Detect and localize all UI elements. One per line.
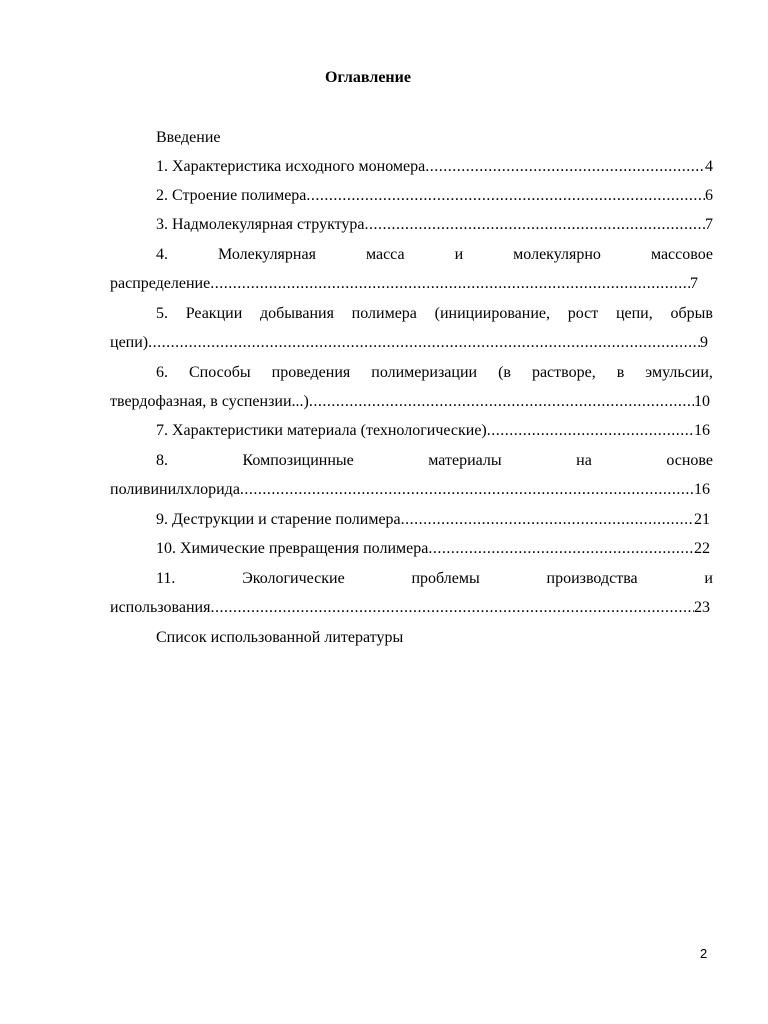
toc-item-1 (156, 157, 713, 177)
toc-word: 6. (156, 364, 168, 381)
toc-item-11-line2 (110, 598, 710, 618)
toc-word: 11. (156, 570, 176, 587)
toc-item-page: 9 (700, 334, 708, 351)
toc-word: основе (666, 452, 713, 469)
toc-item-text: поливинилхлорида (110, 481, 240, 498)
toc-word: цепи, (615, 305, 653, 322)
toc-leader (240, 480, 694, 500)
toc-word: в (616, 364, 625, 381)
toc-word: Композицинные (242, 452, 354, 469)
toc-item-9 (156, 510, 710, 530)
toc-word: Способы (189, 364, 251, 381)
toc-word: проблемы (411, 570, 480, 587)
toc-word: Молекулярная (218, 246, 316, 263)
toc-word: на (576, 452, 592, 469)
toc-word: Реакции (185, 305, 243, 322)
toc-item-4-line2 (110, 274, 698, 294)
toc-word: эмульсии, (645, 364, 713, 381)
toc-item-6-line1 (156, 363, 713, 383)
toc-item-page: 16 (694, 422, 710, 439)
toc-word: растворе, (531, 364, 596, 381)
toc-item-5-line1 (156, 304, 713, 324)
toc-leader (306, 186, 705, 206)
toc-item-page: 21 (694, 511, 710, 528)
toc-item-text: распределение (110, 275, 211, 292)
toc-item-text: 10. Химические превращения полимера (156, 540, 429, 557)
toc-item-page: 7 (690, 275, 698, 292)
toc-leader (148, 333, 700, 353)
toc-word: полимера (351, 305, 417, 322)
toc-outro: Список использованной литературы (156, 629, 404, 646)
toc-word: молекулярно (513, 246, 601, 263)
toc-leader (487, 421, 694, 441)
toc-word: и (704, 570, 713, 587)
toc-title: Оглавление (325, 69, 411, 86)
toc-leader (365, 215, 705, 235)
toc-item-4-line1 (156, 245, 713, 265)
toc-item-2 (156, 186, 713, 206)
toc-word: полимеризации (371, 364, 478, 381)
toc-leader (210, 274, 690, 294)
toc-word: рост (567, 305, 599, 322)
toc-item-text: цепи) (110, 334, 149, 351)
toc-item-page: 10 (694, 393, 710, 410)
toc-item-3 (156, 215, 713, 235)
toc-intro: Введение (156, 129, 221, 146)
toc-item-text: 2. Строение полимера (156, 187, 307, 204)
toc-item-11-line1 (156, 569, 713, 589)
toc-item-page: 4 (705, 158, 713, 175)
toc-word: добывания (259, 305, 334, 322)
toc-word: 5. (156, 305, 168, 322)
toc-leader (210, 598, 694, 618)
toc-leader (428, 539, 694, 559)
toc-item-8-line1 (156, 451, 713, 471)
toc-item-page: 6 (705, 187, 713, 204)
page-number: 2 (700, 946, 708, 961)
toc-item-page: 7 (705, 216, 713, 233)
toc-item-page: 22 (694, 540, 710, 557)
toc-item-text: 7. Характеристики материала (технологические) (156, 422, 487, 439)
toc-item-page: 16 (694, 481, 710, 498)
toc-item-text: использования (110, 599, 211, 616)
toc-leader (401, 510, 694, 530)
toc-word: производства (546, 570, 638, 587)
toc-leader (309, 392, 694, 412)
toc-word: проведения (271, 364, 351, 381)
toc-word: масса (365, 246, 405, 263)
toc-word: Экологические (242, 570, 345, 587)
toc-item-10 (156, 539, 710, 559)
toc-word: материалы (428, 452, 502, 469)
toc-item-text: 1. Характеристика исходного мономера (156, 158, 426, 175)
toc-word: массовое (650, 246, 713, 263)
toc-word: и (454, 246, 464, 263)
toc-word: 4. (156, 246, 168, 263)
toc-item-text: 3. Надмолекулярная структура (156, 216, 365, 233)
toc-leader (425, 157, 705, 177)
toc-item-8-line2 (110, 480, 710, 500)
toc-item-page: 23 (694, 599, 710, 616)
toc-word: 8. (156, 452, 168, 469)
toc-item-6-line2 (110, 392, 710, 412)
toc-word: (инициирование, (434, 305, 550, 322)
toc-item-text: твердофазная, в суспензии...) (110, 393, 309, 410)
toc-word: (в (498, 364, 511, 381)
toc-item-7 (156, 421, 710, 441)
toc-word: обрыв (670, 305, 713, 322)
toc-item-text: 9. Деструкции и старение полимера (156, 511, 401, 528)
toc-item-5-line2 (110, 333, 708, 353)
